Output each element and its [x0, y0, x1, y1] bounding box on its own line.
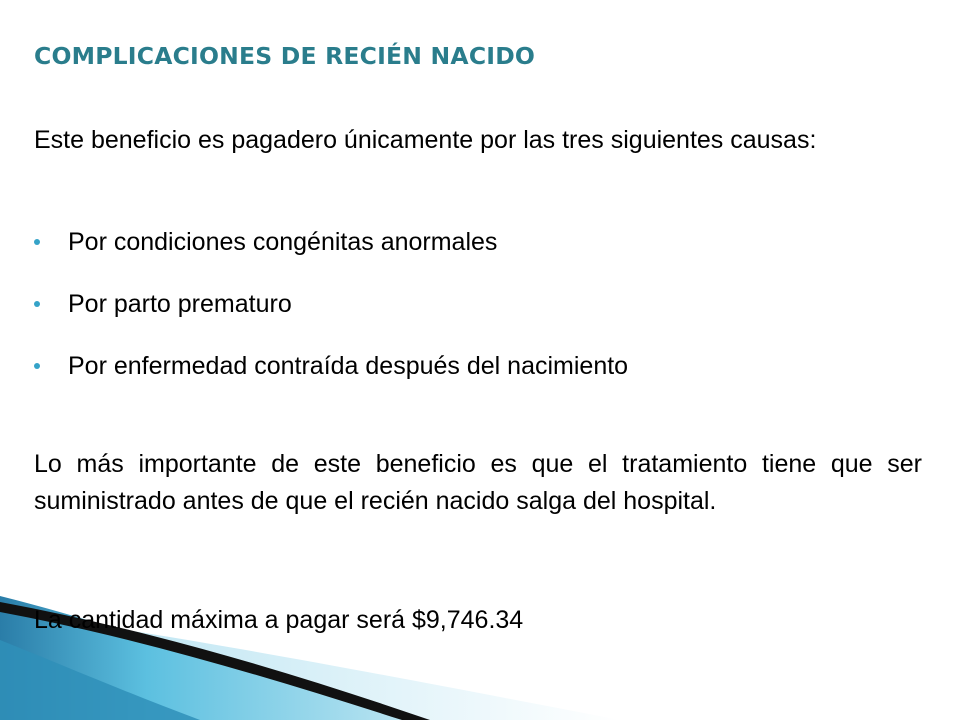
important-paragraph: Lo más importante de este beneficio es que el tratamiento tiene que ser suministrado antes de que el recién nacido salga del hospital. [34, 450, 922, 515]
list-item [34, 284, 628, 346]
bullet-icon [34, 239, 40, 245]
causes-list [34, 222, 628, 408]
list-item-text: Por condiciones congénitas anormales [68, 228, 498, 256]
list-item [34, 222, 628, 284]
maximum-amount-text: La cantidad máxima a pagar será $9,746.34 [34, 606, 524, 634]
list-item-text: Por parto prematuro [68, 290, 292, 318]
list-item [34, 346, 628, 408]
bullet-icon [34, 301, 40, 307]
intro-paragraph: Este beneficio es pagadero únicamente por las tres siguientes causas: [34, 126, 817, 154]
slide-title: COMPLICACIONES DE RECIÉN NACIDO [34, 42, 536, 70]
bullet-icon [34, 363, 40, 369]
list-item-text: Por enfermedad contraída después del nacimiento [68, 352, 629, 380]
